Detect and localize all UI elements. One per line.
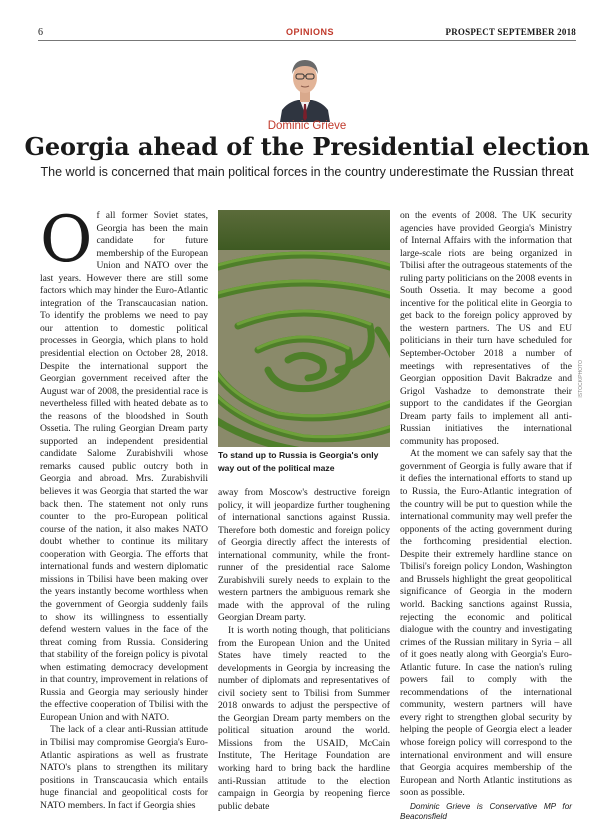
- paragraph: on the events of 2008. The UK security agencies have provided Georgia's Ministry of Internal Affairs with the information that large-scale riots are being organized in Tbilisi after the outrageous statements of the ruling party politicians on the 2008 events in South Ossetia. It may become a good incentive for the political elite in Georgia to get back to the foreign policy approved by the western partners. The US and EU politicians in their turn have scheduled for September-October 2018 a number of meetings with representatives of the Georgian opposition Davit Bakradze and Grigol Vashadze to demonstrate their support to the candidates if the Georgian Dream party fails to implement all anti-Russian initiatives the international community has proposed.: [400, 210, 572, 447]
- page-number: 6: [38, 27, 43, 38]
- article-column-1: [40, 203, 208, 811]
- paragraph: It is worth noting though, that politicians from the European Union and the United States have timely reacted to the developments in Georgia by increasing the number of diplomats and representatives of civil society sent to Tbilisi from Summer 2018 onwards to adjust the perspective of the Georgian Dream party members on the political situation around the world. Missions from the USAID, McCain Institute, The Heritage Foundation are working hard to bring back the hardline anti-Russian attitude to the election campaign in Georgia by reopening fierce public debate: [218, 625, 390, 812]
- drop-cap: O: [40, 203, 93, 277]
- article-column-2: [218, 487, 390, 812]
- headline: Georgia ahead of the Presidential election: [24, 132, 590, 161]
- author-bio: Dominic Grieve is Conservative MP for Beaconsfield: [400, 801, 572, 822]
- paragraph: The lack of a clear anti-Russian attitude in Tbilisi may compromise Georgia's Euro-Atlantic aspirations as well as frustrate NATO's plans to strengthen its military positions in Transcaucasia which entails huge financial and geopolitical costs for NATO members. In fact if Georgia shies: [40, 724, 208, 811]
- issue-label: PROSPECT SEPTEMBER 2018: [445, 27, 576, 37]
- section-label: OPINIONS: [286, 27, 335, 37]
- photo-caption: To stand up to Russia is Georgia's only way out of the political maze: [218, 450, 379, 473]
- photo-credit: ISTOCK/PHOTO: [578, 360, 584, 398]
- maze-photo: [218, 210, 390, 447]
- subheadline: The world is concerned that main political forces in the country underestimate the Russian threat: [40, 165, 574, 179]
- article-column-3: [400, 210, 572, 822]
- author-name: Dominic Grieve: [267, 120, 347, 132]
- paragraph: away from Moscow's destructive foreign policy, it will jeopardize further toughening of international sanctions against Russia. Therefore both domestic and foreign policy of Georgia directly affect the interests of international community, while the front-runner of the presidential race Salome Zurabishvili surely needs to explain to the western partners the ambiguous remark she made with the approval of the ruling Georgian Dream party.: [218, 487, 390, 624]
- author-portrait: [276, 52, 334, 122]
- paragraph-text: f all former Soviet states, Georgia has been the main candidate for future membership of the European Union and NATO over the last years. However there are still some factors which may hinder the Euro-Atlantic integration of the Transcaucasian nation. To identify the problems we need to pay our attention to domestic political processes in Georgia, which plans to hold presidential election on October 28, 2018. Despite the international support the Georgian government received after the August war of 2008, the presidential race is nevertheless filled with heated debate as to the reasons of the bloodshed in South Ossetia. The ruling Georgian Dream party supported an independent presidential candidate Salome Zurabishvili whose remarks caused public outcry both in Georgia and abroad. Mrs. Zurabishvili believes it was Georgia that started the war back then. The statement not only runs counter to the pro-European political course of the nation, it also makes NATO doubt whether to continue its military cooperation with Georgia. The efforts that international funds and western diplomatic missions in Tbilisi have been making over the years instantly become worthless when the government of Georgia suddenly fails to show its willingness to essentially defend western values in the face of the threat coming from Russia. Considering that stability of the foreign policy is pivotal when estimating democracy development in that country, improvement in relations of Russia and Georgia may seriously hinder the effective cooperation of Tbilisi with the European Union and with NATO.: [40, 210, 208, 723]
- header-rule: [38, 40, 576, 41]
- paragraph: [40, 203, 208, 724]
- paragraph: At the moment we can safely say that the government of Georgia is fully aware that if it defies the international efforts to stand up to Russia, the Euro-Atlantic integration of the country will be put to question while the international community may well prefer the opponents of the acting government during the forthcoming presidential election. Despite their extremely hardline stance on Tbilisi's foreign policy London, Washington and Brussels highlight the great geopolitical significance of Georgia in the modern world. Backing sanctions against Russia, rejecting the economic and political dialogue with the country and investigating crimes of the Russian military in Syria – all of it goes neatly along with Georgia's Euro-Atlantic future. In case the nation's ruling powers fail to comply with the recommendations of the international community, western partners will have every right to strengthen global security by helping the people of Georgia elect a leader whose foreign policy will correspond to the international environment and will ensure that Georgia acquires membership of the European and North Atlantic institutions as soon as possible.: [400, 448, 572, 799]
